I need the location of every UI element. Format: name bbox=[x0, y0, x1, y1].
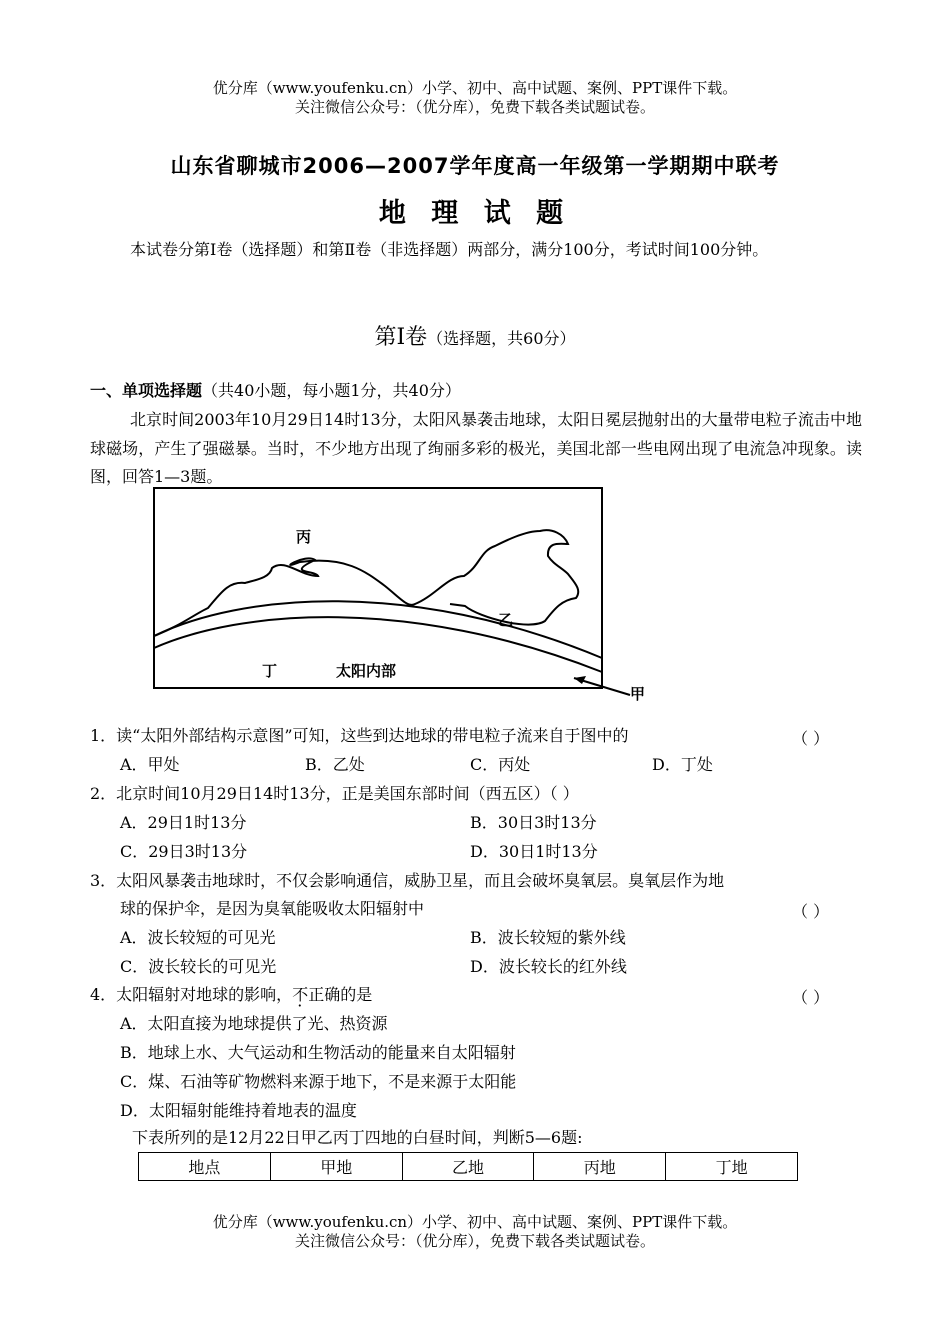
q4-stem-pre: 4．太阳辐射对地球的影响， bbox=[90, 985, 293, 1004]
q3-option-d: D．波长较长的红外线 bbox=[470, 957, 627, 976]
q4-option-c: C．煤、石油等矿物燃料来源于地下，不是来源于太阳能 bbox=[120, 1072, 517, 1091]
label-ding: 丁 bbox=[262, 662, 278, 680]
q4-option-d: D．太阳辐射能维持着地表的温度 bbox=[120, 1101, 357, 1120]
q1-stem: 1．读“太阳外部结构示意图”可知，这些到达地球的带电粒子流来自于图中的 bbox=[90, 726, 629, 745]
q3-stem-line-1: 3．太阳风暴袭击地球时，不仅会影响通信，威胁卫星，而且会破坏臭氧层。臭氧层作为地 bbox=[90, 871, 725, 890]
section-main: 第Ⅰ卷 bbox=[374, 325, 428, 350]
section-note: （选择题，共60分） bbox=[427, 329, 576, 348]
q3-option-b: B．波长较短的紫外线 bbox=[470, 928, 626, 947]
q2-option-d: D．30日1时13分 bbox=[470, 842, 598, 861]
q4-option-b: B．地球上水、大气运动和生物活动的能量来自太阳辐射 bbox=[120, 1043, 516, 1062]
figure-frame bbox=[154, 488, 602, 688]
header-ad-line-2: 关注微信公众号：（优分库），免费下载各类试题试卷。 bbox=[294, 98, 655, 116]
q1-option-d: D．丁处 bbox=[652, 755, 713, 774]
exam-intro: 本试卷分第Ⅰ卷（选择题）和第Ⅱ卷（非选择题）两部分，满分100分，考试时间100分钟。 bbox=[130, 240, 769, 259]
exam-subtitle: 地 理 试 题 bbox=[378, 198, 572, 229]
table-header-cell: 丁地 bbox=[666, 1153, 798, 1181]
q3-option-c: C．波长较长的可见光 bbox=[120, 957, 277, 976]
q1-answer-paren: （ ） bbox=[792, 729, 830, 748]
q4-stem-post: 正确的是 bbox=[308, 985, 373, 1004]
table-header-cell: 甲地 bbox=[270, 1153, 402, 1181]
label-bing: 丙 bbox=[296, 528, 312, 546]
exam-title: 山东省聊城市2006—2007学年度高一年级第一学期期中联考 bbox=[170, 154, 780, 178]
q4-stem-emphasis: 不 bbox=[292, 985, 309, 1004]
q2-option-c: C．29日3时13分 bbox=[120, 842, 248, 861]
reading-passage: 北京时间2003年10月29日14时13分，太阳风暴袭击地球，太阳日冕层抛射出的大量带电粒子流击中地球磁场，产生了强磁暴。当时，不少地方出现了绚丽多彩的极光，美国北部一些电网出现了电流急冲现象。读图，回答1—3题。 bbox=[90, 410, 862, 486]
q1-option-a: A．甲处 bbox=[120, 755, 180, 774]
daylength-table bbox=[138, 1152, 798, 1181]
q4-stem bbox=[90, 985, 372, 1005]
q2-option-b: B．30日3时13分 bbox=[470, 813, 597, 832]
footer-ad-line-2: 关注微信公众号：（优分库），免费下载各类试题试卷。 bbox=[294, 1232, 655, 1250]
q1-option-b: B．乙处 bbox=[305, 755, 365, 774]
chromosphere-boundary bbox=[154, 530, 578, 636]
q4-option-a: A．太阳直接为地球提供了光、热资源 bbox=[120, 1014, 388, 1033]
section-heading bbox=[0, 320, 950, 351]
q1-option-c: C．丙处 bbox=[470, 755, 531, 774]
part-one-note: （共40小题，每小题1分，共40分） bbox=[202, 381, 461, 400]
q2-stem: 2．北京时间10月29日14时13分，正是美国东部时间（西五区）（ ） bbox=[90, 784, 579, 803]
q3-stem-line-2: 球的保护伞，是因为臭氧能吸收太阳辐射中 bbox=[120, 899, 425, 918]
q3-answer-paren: （ ） bbox=[792, 902, 830, 921]
q2-option-a: A．29日1时13分 bbox=[120, 813, 247, 832]
table-header-cell: 地点 bbox=[139, 1153, 271, 1181]
pointer-arrow-head bbox=[574, 676, 586, 684]
label-jia: 甲 bbox=[630, 685, 646, 703]
q4-answer-paren: （ ） bbox=[792, 988, 830, 1007]
label-yi: 乙 bbox=[498, 611, 514, 629]
table-header-cell: 乙地 bbox=[402, 1153, 534, 1181]
part-one-label: 一、单项选择题 bbox=[90, 381, 203, 400]
q3-option-a: A．波长较短的可见光 bbox=[120, 928, 276, 947]
sun-structure-figure bbox=[150, 486, 650, 711]
footer-ad-line-1: 优分库（www.youfenku.cn）小学、初中、高中试题、案例、PPT课件下载。 bbox=[212, 1213, 738, 1231]
header-ad-line-1: 优分库（www.youfenku.cn）小学、初中、高中试题、案例、PPT课件下载。 bbox=[212, 79, 738, 97]
part-one-heading bbox=[90, 381, 461, 401]
table-intro: 下表所列的是12月22日甲乙丙丁四地的白昼时间，判断5—6题: bbox=[132, 1128, 583, 1147]
table-header-cell: 丙地 bbox=[534, 1153, 666, 1181]
table-header-row bbox=[139, 1153, 798, 1181]
label-sun-interior: 太阳内部 bbox=[336, 662, 397, 680]
